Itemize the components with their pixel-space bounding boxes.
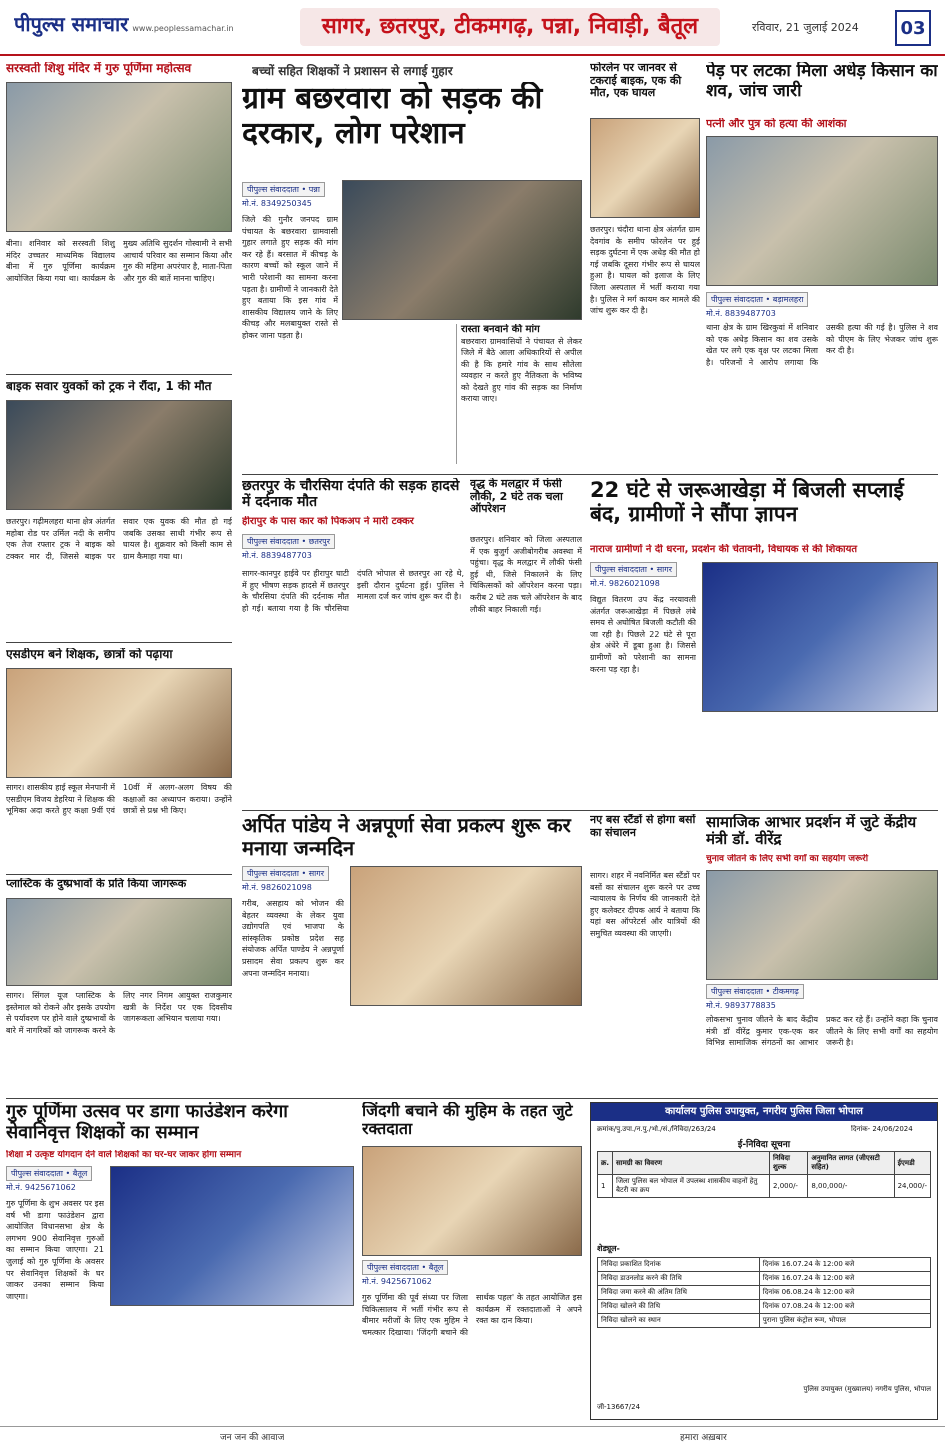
table-cell: निविदा जमा करने की अंतिम तिथि — [598, 1286, 760, 1300]
article-byline: पीपुल्स संवाददाता • पन्ना — [242, 182, 325, 197]
reporter-mobile: मो.नं. 9826021098 — [242, 883, 312, 892]
reporter-mobile: मो.नं. 9425671062 — [6, 1183, 76, 1192]
article-byline: पीपुल्स संवाददाता • सागर — [590, 562, 677, 577]
table-cell: निविदा खोलने की तिथि — [598, 1300, 760, 1314]
article-photo — [6, 82, 232, 232]
side-box-body: बछरवारा ग्रामवासियों ने पंचायत से लेकर जिले में बैठे आला अधिकारियों से अपील की है कि हमारे गांव के साथ सौतेला व्यवहार न करते हुए नैतिकता के भविष्य को देखते हुए गांव की सड़क का निर्माण कराया जाए। — [461, 336, 582, 404]
article-title[interactable]: फोरलेन पर जानवर से टकराई बाइक, एक की मौत, एक घायल — [590, 62, 682, 100]
table-cell: निविदा डाउनलोड करने की तिथि — [598, 1272, 760, 1286]
divider — [6, 874, 232, 875]
article-body: छतरपुर। गढ़ीमलहरा थाना क्षेत्र अंतर्गत महोबा रोड पर उर्मिल नदी के समीप एक तेज रफ्तार ट्रक ने बाइक को टक्कर मार दी, जिससे बाइक पर सवार एक युवक की मौत हो गई जबकि उसका साथी गंभीर रूप से घायल है। शुक्रवार को किसी काम से ग्राम कैमाहा गया था। — [6, 517, 232, 561]
article-byline: पीपुल्स संवाददाता • बैतूल — [6, 1166, 92, 1181]
reporter-mobile: मो.नं. 8839487703 — [242, 551, 312, 560]
article-photo — [362, 1146, 582, 1256]
column-three — [590, 62, 700, 472]
masthead-logo[interactable]: पीपुल्स समाचार www.peoplessamachar.in — [14, 12, 234, 36]
article-subtitle: चुनाव जीतने के लिए सभी वर्गों का सहयोग जरूरी — [706, 854, 869, 864]
divider — [242, 810, 938, 811]
table-row — [598, 1314, 931, 1328]
footer-tagline: हमारा अख़बार — [680, 1433, 727, 1443]
page-number: 03 — [895, 10, 931, 46]
tender-notice-title: ई-निविदा सूचना — [737, 1140, 791, 1150]
table-cell: दिनांक 16.07.24 के 12:00 बजे — [759, 1272, 930, 1286]
article-title[interactable]: सामाजिक आभार प्रदर्शन में जुटे केंद्रीय मंत्री डॉ. वीरेंद्र — [706, 814, 917, 849]
article-photo — [6, 898, 232, 986]
article-body: सागर। सिंगल यूज प्लास्टिक के इस्तेमाल को रोकने और इसके उपयोग से पर्यावरण पर होने वाले दुष्प्रभावों के बारे में नागरिकों को जागरूक करने के लिए नगर निगम आयुक्त राजकुमार खत्री के निर्देश पर एक दिवसीय जागरूकता अभियान चलाया गया। — [6, 991, 232, 1035]
busstand-article — [590, 814, 700, 1096]
divider — [6, 374, 232, 375]
article-photo — [6, 668, 232, 778]
blood-donation-article — [362, 1102, 582, 1420]
tender-office: कार्यालय पुलिस उपायुक्त, नगरीय पुलिस जिला भोपाल — [591, 1103, 937, 1121]
reporter-mobile: मो.नं. 9826021098 — [590, 579, 660, 588]
article-title[interactable]: जिंदगी बचाने की मुहिम के तहत जुटे रक्तदाता — [362, 1102, 573, 1139]
table-row — [598, 1300, 931, 1314]
lead-article — [242, 62, 582, 472]
table-cell: दिनांक 06.08.24 के 12:00 बजे — [759, 1286, 930, 1300]
table-cell: 8,00,000/- — [808, 1175, 894, 1198]
tender-ref: क्रमांक/पु.उपा./न.पु./भो./सं./निविदा/263/24 — [597, 1125, 716, 1133]
article-subtitle: शिक्षा में उत्कृष्ट योगदान देने वाले शिक्षकों का घर-घर जाकर होगा सम्मान — [6, 1150, 242, 1160]
reporter-mobile: मो.नं. 8349250345 — [242, 199, 312, 208]
minister-article — [706, 814, 938, 1096]
table-header: ईएमडी — [894, 1152, 930, 1175]
table-cell: पुराना पुलिस कंट्रोल रूम, भोपाल — [759, 1314, 930, 1328]
article-body: सागर। शहर में नवनिर्मित बस स्टैंडों पर बसों का संचालन शुरू करने पर उच्च न्यायालय के निर्णय की जानकारी देते हुए कलेक्टर दीपक आर्य ने बताया कि यहां बस ऑपरेटर्स और यात्रियों की समुचित व्यवस्था की जाएगी। — [590, 871, 700, 938]
article-byline: पीपुल्स संवाददाता • बड़ामलहरा — [706, 292, 808, 307]
divider — [6, 642, 232, 643]
reporter-mobile: मो.नं. 8839487703 — [706, 309, 776, 318]
article-body: छतरपुर। चंदौरा थाना क्षेत्र अंतर्गत ग्राम देवगांव के समीप फोरलेन पर हुई सड़क दुर्घटना में एक अधेड़ की मौत हो गई जबकि दूसरा गंभीर रूप से घायल हुआ है। घायल को इलाज के लिए जिला अस्पताल में भर्ती कराया गया है। पुलिस ने मर्ग कायम कर मामले की जांच शुरू कर दी है। — [590, 225, 700, 316]
article-byline: पीपुल्स संवाददाता • बैतूल — [362, 1260, 448, 1275]
tender-notice — [590, 1102, 938, 1420]
article-title[interactable]: प्लास्टिक के दुष्प्रभावों के प्रति किया जागरूक — [6, 878, 187, 890]
reporter-mobile: मो.नं. 9893778835 — [706, 1001, 776, 1010]
reporter-mobile: मो.नं. 9425671062 — [362, 1277, 432, 1286]
column-four — [706, 62, 938, 472]
article-body: लोकसभा चुनाव जीतने के बाद केंद्रीय मंत्री डॉ वीरेंद्र कुमार एक-एक कर विभिन्न सामाजिक संगठनों का आभार प्रकट कर रहे हैं। उन्होंने कहा कि चुनाव जीतने के लिए सभी वर्गों का सहयोग जरूरी है। — [706, 1015, 938, 1048]
article-subtitle: पत्नी और पुत्र को हत्या की आशंका — [706, 118, 847, 130]
table-cell: 2,000/- — [770, 1175, 808, 1198]
edition-date: रविवार, 21 जुलाई 2024 — [752, 21, 859, 34]
accident-article — [242, 478, 464, 808]
article-body-cont — [342, 326, 450, 462]
article-byline: पीपुल्स संवाददाता • छतरपुर — [242, 534, 335, 549]
edition-cities: सागर, छतरपुर, टीकमगढ़, पन्ना, निवाड़ी, बैतूल — [300, 8, 720, 46]
article-title[interactable]: अर्पित पांडेय ने अन्नपूर्णा सेवा प्रकल्प शुरू कर मनाया जन्मदिन — [242, 814, 571, 860]
daga-article — [6, 1102, 354, 1420]
tender-table — [597, 1151, 931, 1198]
table-cell: दिनांक 07.08.24 के 12:00 बजे — [759, 1300, 930, 1314]
article-byline: पीपुल्स संवाददाता • सागर — [242, 866, 329, 881]
article-photo — [590, 118, 700, 218]
page-header — [0, 0, 945, 56]
table-cell: जिला पुलिस बल भोपाल में उपलब्ध शासकीय वाहनों हेतु बैटरी का क्रय — [613, 1175, 770, 1198]
article-title[interactable]: गुरु पूर्णिमा उत्सव पर डागा फाउंडेशन करेगा सेवानिवृत्त शिक्षकों का सम्मान — [6, 1102, 288, 1143]
table-cell: निविदा खोलने का स्थान — [598, 1314, 760, 1328]
article-photo — [706, 136, 938, 286]
article-body: सागर। शासकीय हाई स्कूल मेनपानी में एसडीएम विजय डेहरिया ने शिक्षक की भूमिका अदा करते हुए कक्षा 9वीं एवं 10वीं में अलग-अलग विषय की कक्षाओं का अध्यापन कराया। उन्होंने छात्रों से प्रश्न भी किए। — [6, 783, 232, 816]
article-subtitle: नाराज ग्रामीणों ने दी धरना, प्रदर्शन की चेतावनी, विधायक से की शिकायत — [590, 544, 858, 555]
electricity-article — [590, 478, 938, 808]
article-body: गुरु पूर्णिमा के शुभ अवसर पर इस वर्ष भी डागा फाउंडेशन द्वारा आयोजित विधानसभा क्षेत्र के लगभग 900 सेवानिवृत्त गुरुओं का सम्मान किया जाएगा। 21 जुलाई को गुरु पूर्णिमा के अवसर पर सेवानिवृत्त शिक्षकों के घर जाकर उनका सम्मान किया जाएगा। — [6, 1199, 104, 1301]
article-photo — [342, 180, 582, 320]
article-title[interactable]: बाइक सवार युवकों को ट्रक ने रौंदा, 1 की मौत — [6, 380, 212, 393]
page-footer — [0, 1426, 945, 1445]
article-body: थाना क्षेत्र के ग्राम खिरकुवां में शनिवार को एक अधेड़ किसान का शव उसके खेत पर लगे एक वृक्ष पर लटका मिला है। परिजनों ने आरोप लगाया कि उसकी हत्या की गई है। पुलिस ने शव को पीएम के लिए भेजकर जांच शुरू कर दी है। — [706, 323, 938, 367]
article-title[interactable]: 22 घंटे से जरूआखेड़ा में बिजली सप्लाई बंद, ग्रामीणों ने सौंपा ज्ञापन — [590, 478, 904, 527]
article-body: गरीब, असहाय को भोजन की बेहतर व्यवस्था के लेकर युवा उद्योगपति एवं भाजपा के सांस्कृतिक प्रकोष्ठ प्रदेश सह संयोजक अर्पित पाण्डेय ने अन्नपूर्णा प्रसादम सेवा प्रकल्प शुरू कर अपना जन्मदिन मनाया। — [242, 899, 344, 978]
article-title[interactable]: एसडीएम बने शिक्षक, छात्रों को पढ़ाया — [6, 648, 173, 661]
article-subtitle: हीरापुर के पास कार को पिकअप ने मारी टक्कर — [242, 516, 414, 527]
tender-signature: पुलिस उपायुक्त (मुख्यालय) नगरीय पुलिस, भोपाल — [803, 1385, 931, 1393]
article-title[interactable]: वृद्ध के मलद्वार में फंसी लौकी, 2 घंटे तक चला ऑपरेशन — [470, 478, 563, 516]
article-title[interactable]: सरस्वती शिशु मंदिर में गुरु पूर्णिमा महोत्सव — [6, 62, 192, 75]
table-cell: दिनांक 16.07.24 के 12:00 बजे — [759, 1258, 930, 1272]
article-title[interactable]: नए बस स्टैंडों से होगा बसों का संचालन — [590, 814, 696, 839]
table-cell: निविदा प्रकाशित दिनांक — [598, 1258, 760, 1272]
article-body: गुरु पूर्णिमा की पूर्व संध्या पर जिला चिकित्सालय में भर्ती गंभीर रूप से बीमार मरीजों के लिए एक मुहिम ने चमत्कार दिखाया। 'जिंदगी बचाने की सार्थक पहल' के तहत आयोजित इस कार्यक्रम में रक्तदाताओं ने अपने रक्त का दान किया। — [362, 1293, 582, 1337]
article-photo — [702, 562, 938, 712]
article-title[interactable]: पेड़ पर लटका मिला अधेड़ किसान का शव, जांच जारी — [706, 62, 938, 101]
table-row — [598, 1175, 931, 1198]
divider — [6, 1098, 938, 1099]
annapurna-article — [242, 814, 582, 1096]
table-header: निविदा शुल्क — [770, 1152, 808, 1175]
schedule-title: शेड्यूल- — [597, 1244, 620, 1253]
divider — [242, 474, 938, 475]
side-box-title: रास्ता बनवाने की मांग — [461, 324, 540, 335]
schedule-table — [597, 1257, 931, 1328]
article-photo — [706, 870, 938, 980]
table-row — [598, 1286, 931, 1300]
surgery-article — [470, 478, 582, 808]
article-body: सागर-कानपुर हाईवे पर हीरापुर घाटी में हुए भीषण सड़क हादसे में छतरपुर के चौरसिया दंपति की दर्दनाक मौत हो गई। बताया गया है कि चौरसिया दंपति भोपाल से छतरपुर आ रहे थे, इसी दौरान दुर्घटना हुई। पुलिस ने मामला दर्ज कर जांच शुरू कर दी है। — [242, 569, 464, 613]
article-photo — [6, 400, 232, 510]
footer-slogan: जन जन की आवाज — [220, 1433, 285, 1443]
table-cell: 1 — [598, 1175, 613, 1198]
article-body: छतरपुर। शनिवार को जिला अस्पताल में एक बुजुर्ग अजीबोगरीब अवस्था में पहुंचा। वृद्ध के मलद्वार में लौकी फंसी हुई थी, जिसे निकालने के लिए चिकित्सकों को ऑपरेशन करना पड़ा। करीब 2 घंटे तक चले ऑपरेशन के बाद लौकी बाहर निकाली गई। — [470, 535, 582, 614]
article-body: विद्युत वितरण उप केंद्र नरयावली अंतर्गत जरूआखेड़ा में पिछले लंबे समय से अघोषित बिजली कटौती की जा रही है। पिछले 22 घंटे से पूरा क्षेत्र अंधेरे में डूबा हुआ है। जिससे ग्रामीणों को परेशानी का सामना करना पड़ रहा है। — [590, 595, 696, 674]
table-row — [598, 1272, 931, 1286]
article-byline: पीपुल्स संवाददाता • टीकमगढ़ — [706, 984, 804, 999]
lead-headline[interactable]: ग्राम बछरवारा को सड़क की दरकार, लोग परेशान — [242, 82, 543, 151]
website-link[interactable]: www.peoplessamachar.in — [132, 24, 234, 33]
table-header: सामग्री का विवरण — [613, 1152, 770, 1175]
article-photo — [110, 1166, 354, 1306]
table-row — [598, 1258, 931, 1272]
article-body: बीना। शनिवार को सरस्वती शिशु मंदिर उच्चतर माध्यमिक विद्यालय बीना में गुरु पूर्णिमा कार्यक्रम आयोजित किया गया था। कार्यक्रम के मुख्य अतिथि सुदर्शन गोस्वामी ने सभी आचार्य परिवार का सम्मान किया और गुरु की महिमा अपरंपार है, माता-पिता और गुरु की बातें मानना चाहिए। — [6, 239, 232, 283]
table-cell: 24,000/- — [894, 1175, 930, 1198]
side-box — [456, 324, 582, 464]
article-photo — [350, 866, 582, 1006]
article-title[interactable]: छतरपुर के चौरसिया दंपति की सड़क हादसे में दर्दनाक मौत — [242, 478, 460, 511]
tender-code: जी-13667/24 — [597, 1403, 641, 1411]
tender-date: दिनांक- 24/06/2024 — [851, 1125, 913, 1133]
article-kicker: बच्चों सहित शिक्षकों ने प्रशासन से लगाई गुहार — [252, 64, 453, 78]
table-header: अनुमानित लागत (जीएसटी सहित) — [808, 1152, 894, 1175]
article-body: जिले की गुनौर जनपद ग्राम पंचायत के बछरवारा ग्रामवासी गुहार लगाते हुए सड़क की मांग कर रहे हैं। बरसात में कीचड़ के कारण बच्चों को स्कूल जाने में भारी परेशानी का सामना करना पड़ता है। ग्रामीणों ने जानकारी देते हुए बताया कि इस गांव में शासकीय विद्यालय जाने के लिए कीचड़ और मलबायुक्त रास्ते से होकर जाना पड़ता है। — [242, 215, 338, 340]
table-header: क्र. — [598, 1152, 613, 1175]
